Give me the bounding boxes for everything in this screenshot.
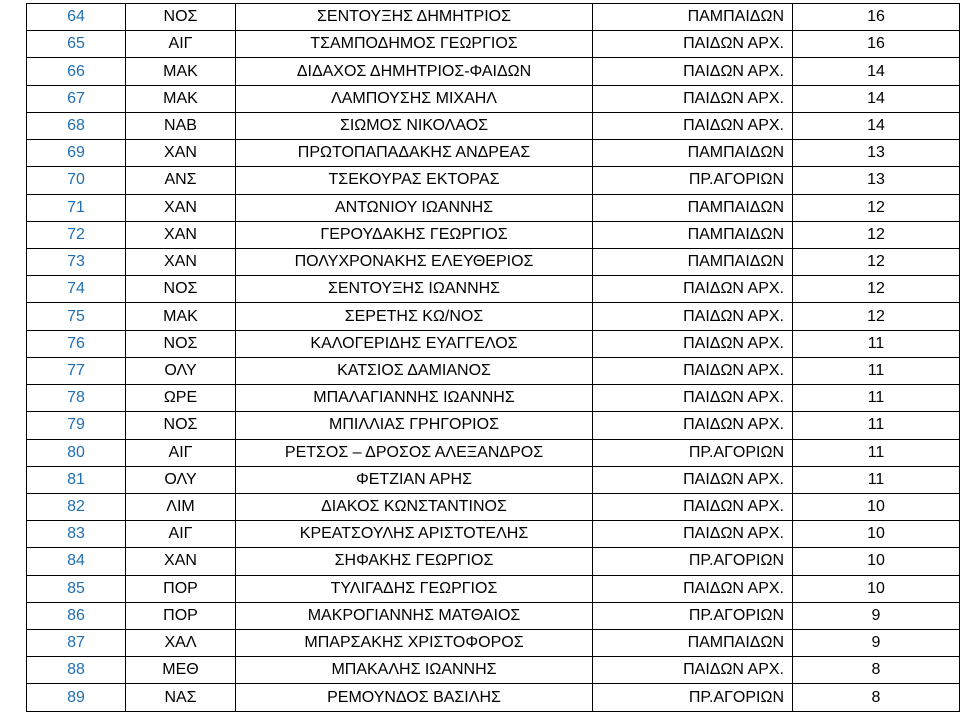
points-cell: 8 (793, 684, 960, 711)
athlete-name-cell: ΓΕΡΟΥΔΑΚΗΣ ΓΕΩΡΓΙΟΣ (236, 221, 593, 248)
club-cell: ΝΟΣ (126, 4, 236, 31)
category-cell: ΠΑΙΔΩΝ ΑΡΧ. (593, 466, 793, 493)
points-cell: 9 (793, 630, 960, 657)
club-cell: ΑΝΣ (126, 167, 236, 194)
table-row (27, 194, 960, 221)
rank-cell: 75 (27, 303, 126, 330)
table-row (27, 385, 960, 412)
club-cell: ΠΟΡ (126, 575, 236, 602)
athlete-name-cell: ΦΕΤΖΙΑΝ ΑΡΗΣ (236, 466, 593, 493)
points-cell: 12 (793, 276, 960, 303)
category-cell: ΠΑΙΔΩΝ ΑΡΧ. (593, 85, 793, 112)
rank-cell: 64 (27, 4, 126, 31)
athlete-name-cell: ΠΟΛΥΧΡΟΝΑΚΗΣ ΕΛΕΥΘΕΡΙΟΣ (236, 248, 593, 275)
category-cell: ΠΑΙΔΩΝ ΑΡΧ. (593, 276, 793, 303)
points-cell: 12 (793, 221, 960, 248)
club-cell: ΝΑΒ (126, 112, 236, 139)
club-cell: ΧΑΛ (126, 630, 236, 657)
table-row (27, 140, 960, 167)
athlete-name-cell: ΣΕΝΤΟΥΞΗΣ ΙΩΑΝΝΗΣ (236, 276, 593, 303)
category-cell: ΠΑΙΔΩΝ ΑΡΧ. (593, 493, 793, 520)
club-cell: ΝΟΣ (126, 276, 236, 303)
table-row (27, 58, 960, 85)
points-cell: 14 (793, 58, 960, 85)
category-cell: ΠΑΙΔΩΝ ΑΡΧ. (593, 303, 793, 330)
points-cell: 14 (793, 85, 960, 112)
points-cell: 10 (793, 521, 960, 548)
rank-cell: 69 (27, 140, 126, 167)
category-cell: ΠΑΙΔΩΝ ΑΡΧ. (593, 412, 793, 439)
club-cell: ΜΑΚ (126, 85, 236, 112)
table-row (27, 276, 960, 303)
athlete-name-cell: ΜΠΑΚΑΛΗΣ ΙΩΑΝΝΗΣ (236, 657, 593, 684)
club-cell: ΧΑΝ (126, 194, 236, 221)
table-row (27, 330, 960, 357)
category-cell: ΠΑΙΔΩΝ ΑΡΧ. (593, 521, 793, 548)
points-cell: 11 (793, 466, 960, 493)
table-row (27, 548, 960, 575)
points-cell: 13 (793, 167, 960, 194)
club-cell: ΝΑΣ (126, 684, 236, 711)
athlete-name-cell: ΡΕΤΣΟΣ – ΔΡΟΣΟΣ ΑΛΕΞΑΝΔΡΟΣ (236, 439, 593, 466)
athlete-name-cell: ΠΡΩΤΟΠΑΠΑΔΑΚΗΣ ΑΝΔΡΕΑΣ (236, 140, 593, 167)
category-cell: ΠΑΙΔΩΝ ΑΡΧ. (593, 330, 793, 357)
rank-cell: 76 (27, 330, 126, 357)
club-cell: ΧΑΝ (126, 221, 236, 248)
rank-cell: 77 (27, 357, 126, 384)
rank-cell: 71 (27, 194, 126, 221)
points-cell: 11 (793, 439, 960, 466)
category-cell: ΠΡ.ΑΓΟΡΙΩΝ (593, 439, 793, 466)
table-row (27, 167, 960, 194)
table-row (27, 493, 960, 520)
table-row (27, 221, 960, 248)
athlete-name-cell: ΤΥΛΙΓΑΔΗΣ ΓΕΩΡΓΙΟΣ (236, 575, 593, 602)
club-cell: ΧΑΝ (126, 248, 236, 275)
rank-cell: 89 (27, 684, 126, 711)
club-cell: ΑΙΓ (126, 521, 236, 548)
athlete-name-cell: ΚΑΤΣΙΟΣ ΔΑΜΙΑΝΟΣ (236, 357, 593, 384)
category-cell: ΠΡ.ΑΓΟΡΙΩΝ (593, 602, 793, 629)
rank-cell: 66 (27, 58, 126, 85)
category-cell: ΠΑΜΠΑΙΔΩΝ (593, 221, 793, 248)
category-cell: ΠΑΙΔΩΝ ΑΡΧ. (593, 657, 793, 684)
table-row (27, 630, 960, 657)
rank-cell: 83 (27, 521, 126, 548)
rank-cell: 78 (27, 385, 126, 412)
club-cell: ΝΟΣ (126, 330, 236, 357)
table-row (27, 521, 960, 548)
table-row (27, 85, 960, 112)
athlete-name-cell: ΜΠΑΡΣΑΚΗΣ ΧΡΙΣΤΟΦΟΡΟΣ (236, 630, 593, 657)
points-cell: 16 (793, 4, 960, 31)
table-row (27, 657, 960, 684)
table-row (27, 412, 960, 439)
rank-cell: 65 (27, 31, 126, 58)
rank-cell: 73 (27, 248, 126, 275)
category-cell: ΠΑΙΔΩΝ ΑΡΧ. (593, 31, 793, 58)
athlete-name-cell: ΔΙΔΑΧΟΣ ΔΗΜΗΤΡΙΟΣ-ΦΑΙΔΩΝ (236, 58, 593, 85)
ranking-table (26, 3, 960, 712)
club-cell: ΝΟΣ (126, 412, 236, 439)
club-cell: ΜΑΚ (126, 58, 236, 85)
rank-cell: 80 (27, 439, 126, 466)
rank-cell: 88 (27, 657, 126, 684)
athlete-name-cell: ΚΡΕΑΤΣΟΥΛΗΣ ΑΡΙΣΤΟΤΕΛΗΣ (236, 521, 593, 548)
athlete-name-cell: ΣΕΝΤΟΥΞΗΣ ΔΗΜΗΤΡΙΟΣ (236, 4, 593, 31)
table-row (27, 684, 960, 711)
athlete-name-cell: ΣΙΩΜΟΣ ΝΙΚΟΛΑΟΣ (236, 112, 593, 139)
club-cell: ΟΛΥ (126, 466, 236, 493)
rank-cell: 82 (27, 493, 126, 520)
rank-cell: 74 (27, 276, 126, 303)
club-cell: ΜΕΘ (126, 657, 236, 684)
category-cell: ΠΑΙΔΩΝ ΑΡΧ. (593, 58, 793, 85)
athlete-name-cell: ΑΝΤΩΝΙΟΥ ΙΩΑΝΝΗΣ (236, 194, 593, 221)
club-cell: ΧΑΝ (126, 548, 236, 575)
rank-cell: 68 (27, 112, 126, 139)
table-row (27, 439, 960, 466)
points-cell: 11 (793, 357, 960, 384)
table-row (27, 357, 960, 384)
category-cell: ΠΑΜΠΑΙΔΩΝ (593, 248, 793, 275)
points-cell: 11 (793, 412, 960, 439)
club-cell: ΠΟΡ (126, 602, 236, 629)
points-cell: 10 (793, 575, 960, 602)
athlete-name-cell: ΤΣΕΚΟΥΡΑΣ ΕΚΤΟΡΑΣ (236, 167, 593, 194)
athlete-name-cell: ΤΣΑΜΠΟΔΗΜΟΣ ΓΕΩΡΓΙΟΣ (236, 31, 593, 58)
athlete-name-cell: ΜΠΑΛΑΓΙΑΝΝΗΣ ΙΩΑΝΝΗΣ (236, 385, 593, 412)
points-cell: 10 (793, 548, 960, 575)
club-cell: ΑΙΓ (126, 31, 236, 58)
points-cell: 12 (793, 248, 960, 275)
table-row (27, 112, 960, 139)
club-cell: ΛΙΜ (126, 493, 236, 520)
rank-cell: 81 (27, 466, 126, 493)
athlete-name-cell: ΔΙΑΚΟΣ ΚΩΝΣΤΑΝΤΙΝΟΣ (236, 493, 593, 520)
table-row (27, 31, 960, 58)
rank-cell: 86 (27, 602, 126, 629)
points-cell: 9 (793, 602, 960, 629)
points-cell: 14 (793, 112, 960, 139)
club-cell: ΩΡΕ (126, 385, 236, 412)
rank-cell: 87 (27, 630, 126, 657)
category-cell: ΠΑΜΠΑΙΔΩΝ (593, 4, 793, 31)
athlete-name-cell: ΛΑΜΠΟΥΣΗΣ ΜΙΧΑΗΛ (236, 85, 593, 112)
table-row (27, 303, 960, 330)
category-cell: ΠΡ.ΑΓΟΡΙΩΝ (593, 548, 793, 575)
points-cell: 12 (793, 303, 960, 330)
category-cell: ΠΑΙΔΩΝ ΑΡΧ. (593, 575, 793, 602)
points-cell: 12 (793, 194, 960, 221)
points-cell: 11 (793, 385, 960, 412)
category-cell: ΠΑΙΔΩΝ ΑΡΧ. (593, 357, 793, 384)
category-cell: ΠΑΜΠΑΙΔΩΝ (593, 194, 793, 221)
points-cell: 16 (793, 31, 960, 58)
category-cell: ΠΑΜΠΑΙΔΩΝ (593, 630, 793, 657)
athlete-name-cell: ΚΑΛΟΓΕΡΙΔΗΣ ΕΥΑΓΓΕΛΟΣ (236, 330, 593, 357)
points-cell: 8 (793, 657, 960, 684)
athlete-name-cell: ΡΕΜΟΥΝΔΟΣ ΒΑΣΙΛΗΣ (236, 684, 593, 711)
athlete-name-cell: ΣΕΡΕΤΗΣ ΚΩ/ΝΟΣ (236, 303, 593, 330)
athlete-name-cell: ΣΗΦΑΚΗΣ ΓΕΩΡΓΙΟΣ (236, 548, 593, 575)
category-cell: ΠΡ.ΑΓΟΡΙΩΝ (593, 167, 793, 194)
athlete-name-cell: ΜΑΚΡΟΓΙΑΝΝΗΣ ΜΑΤΘΑΙΟΣ (236, 602, 593, 629)
points-cell: 10 (793, 493, 960, 520)
points-cell: 13 (793, 140, 960, 167)
points-cell: 11 (793, 330, 960, 357)
club-cell: ΜΑΚ (126, 303, 236, 330)
category-cell: ΠΑΙΔΩΝ ΑΡΧ. (593, 112, 793, 139)
rank-cell: 79 (27, 412, 126, 439)
club-cell: ΑΙΓ (126, 439, 236, 466)
rank-cell: 67 (27, 85, 126, 112)
ranking-table-body (27, 4, 960, 712)
athlete-name-cell: ΜΠΙΛΛΙΑΣ ΓΡΗΓΟΡΙΟΣ (236, 412, 593, 439)
category-cell: ΠΑΜΠΑΙΔΩΝ (593, 140, 793, 167)
rank-cell: 85 (27, 575, 126, 602)
table-row (27, 466, 960, 493)
club-cell: ΟΛΥ (126, 357, 236, 384)
table-row (27, 4, 960, 31)
rank-cell: 84 (27, 548, 126, 575)
rank-cell: 72 (27, 221, 126, 248)
category-cell: ΠΑΙΔΩΝ ΑΡΧ. (593, 385, 793, 412)
table-row (27, 575, 960, 602)
rank-cell: 70 (27, 167, 126, 194)
table-row (27, 248, 960, 275)
category-cell: ΠΡ.ΑΓΟΡΙΩΝ (593, 684, 793, 711)
club-cell: ΧΑΝ (126, 140, 236, 167)
table-row (27, 602, 960, 629)
